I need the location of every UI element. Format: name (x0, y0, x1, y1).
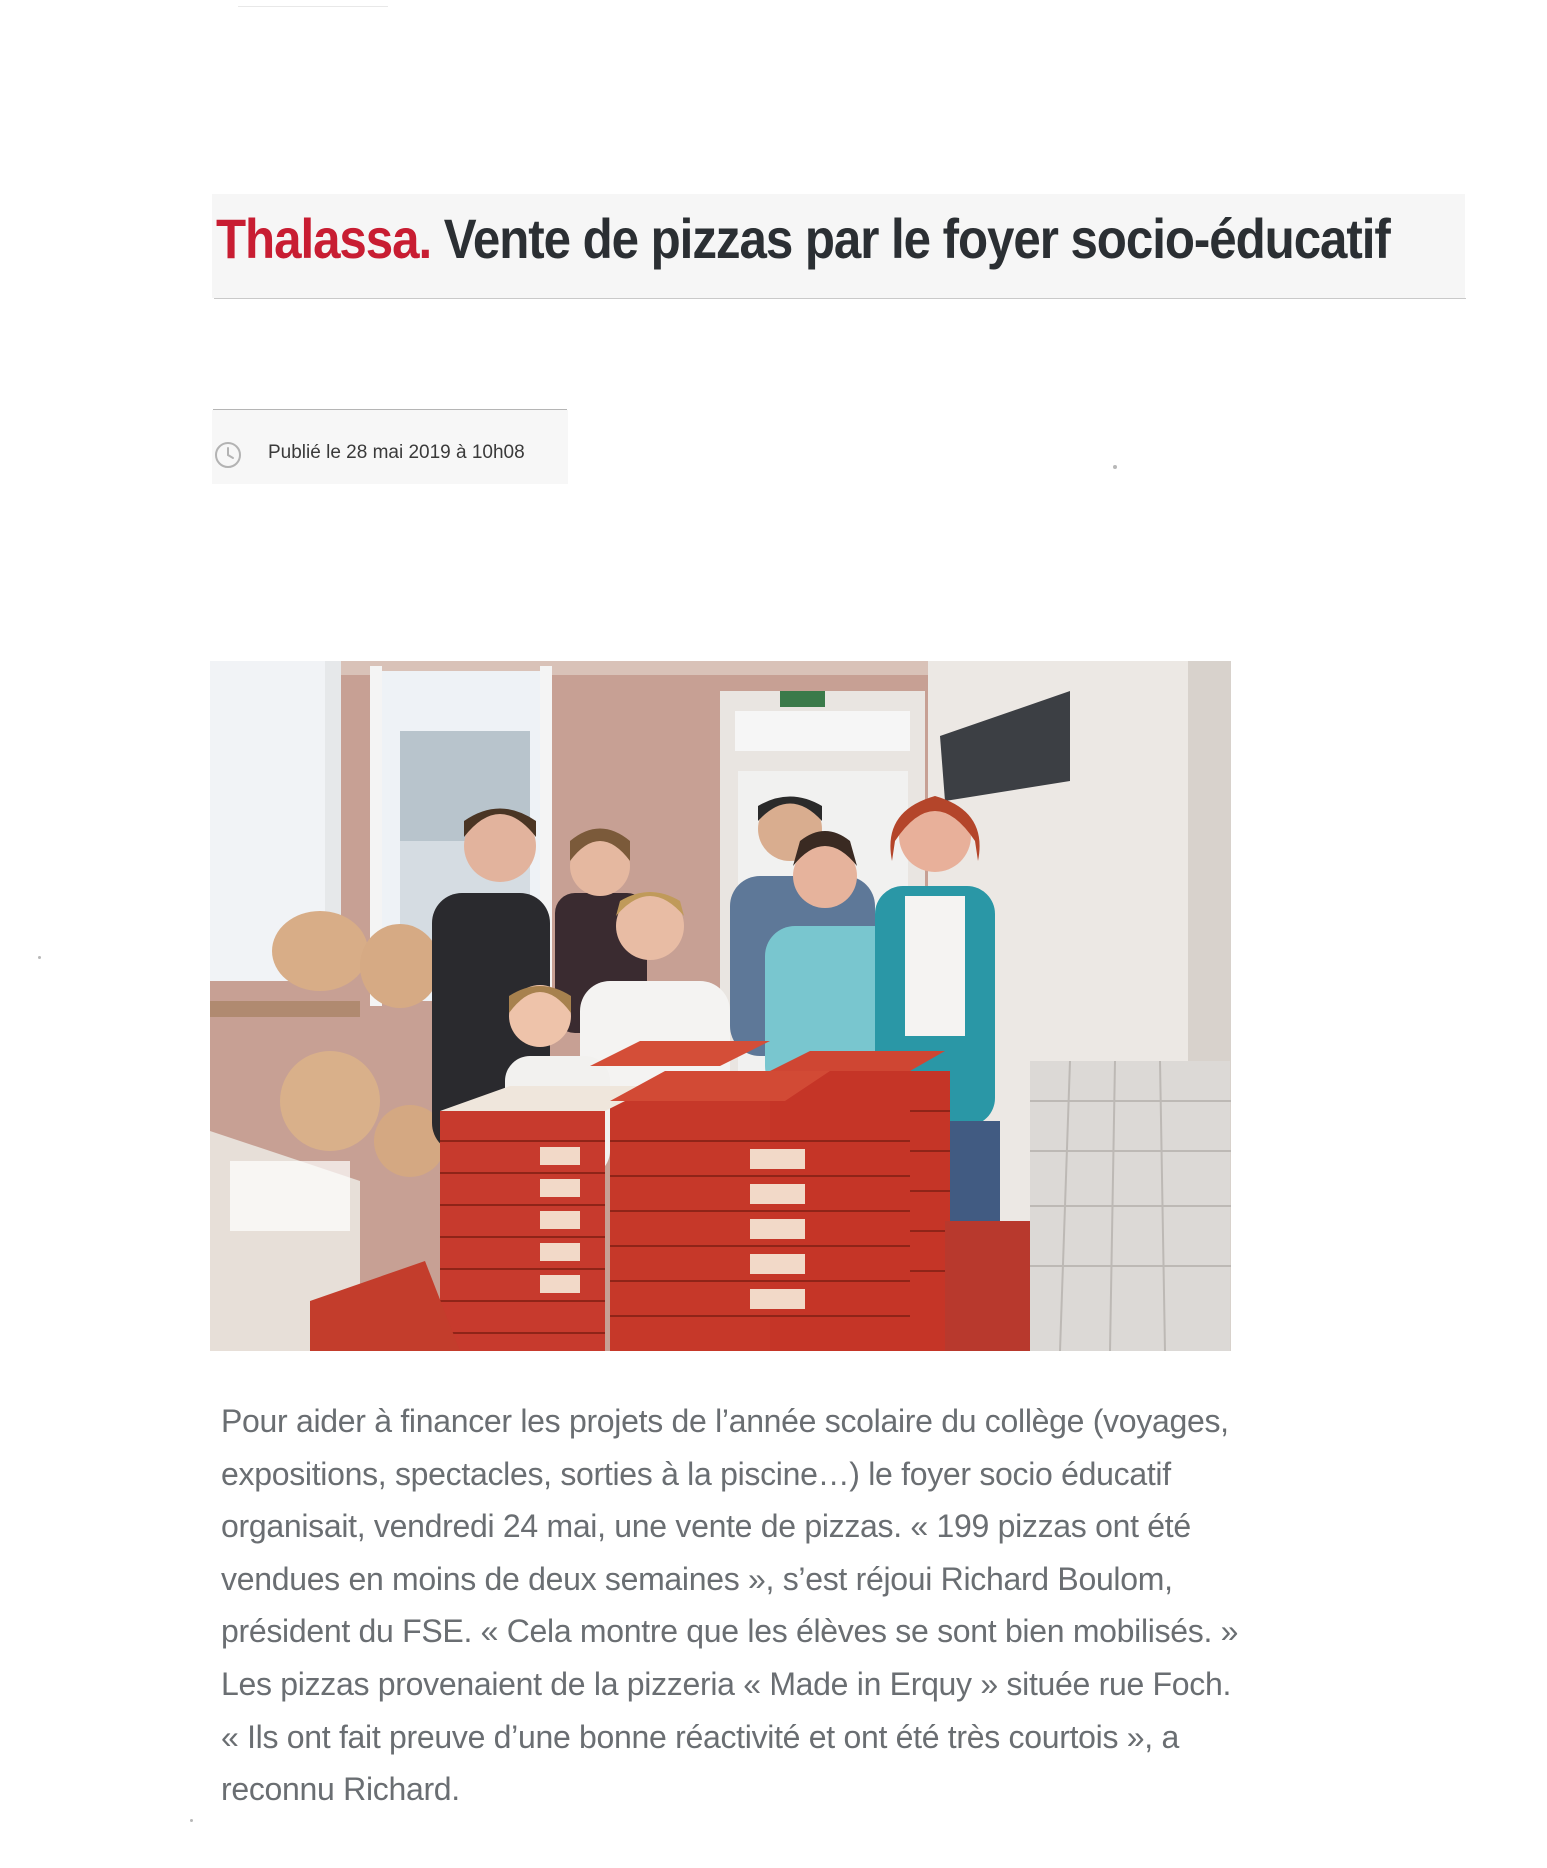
article-headline (216, 204, 1390, 274)
headline-divider (214, 298, 1466, 299)
photo-illustration (210, 661, 1231, 1351)
article-title: Vente de pizzas par le foyer socio-éducatif (443, 207, 1390, 270)
published-date: Publié le 28 mai 2019 à 10h08 (268, 442, 525, 463)
section-label: Thalassa. (216, 207, 432, 270)
top-rule (238, 6, 388, 7)
scan-speck (1113, 465, 1117, 469)
scan-speck (190, 1819, 193, 1822)
article-body: Pour aider à financer les projets de l’année scolaire du collège (voyages, expositions, spectacles, sorties à la piscine…) le foyer socio éducatif organisait, vendredi 24 mai, une vente de pizzas. « 199 pizzas ont été vendues en moins de deux semaines », s’est réjoui Richard Boulom, président du FSE. « Cela montre que les élèves se sont bien mobilisés. » Les pizzas provenaient de la pizzeria « Made in Erquy » située rue Foch. « Ils ont fait preuve d’une bonne réactivité et ont été très courtois », a reconnu Richard. (221, 1403, 1239, 1808)
article-photo (210, 661, 1231, 1351)
clock-icon (214, 441, 242, 469)
scan-speck (38, 956, 41, 959)
